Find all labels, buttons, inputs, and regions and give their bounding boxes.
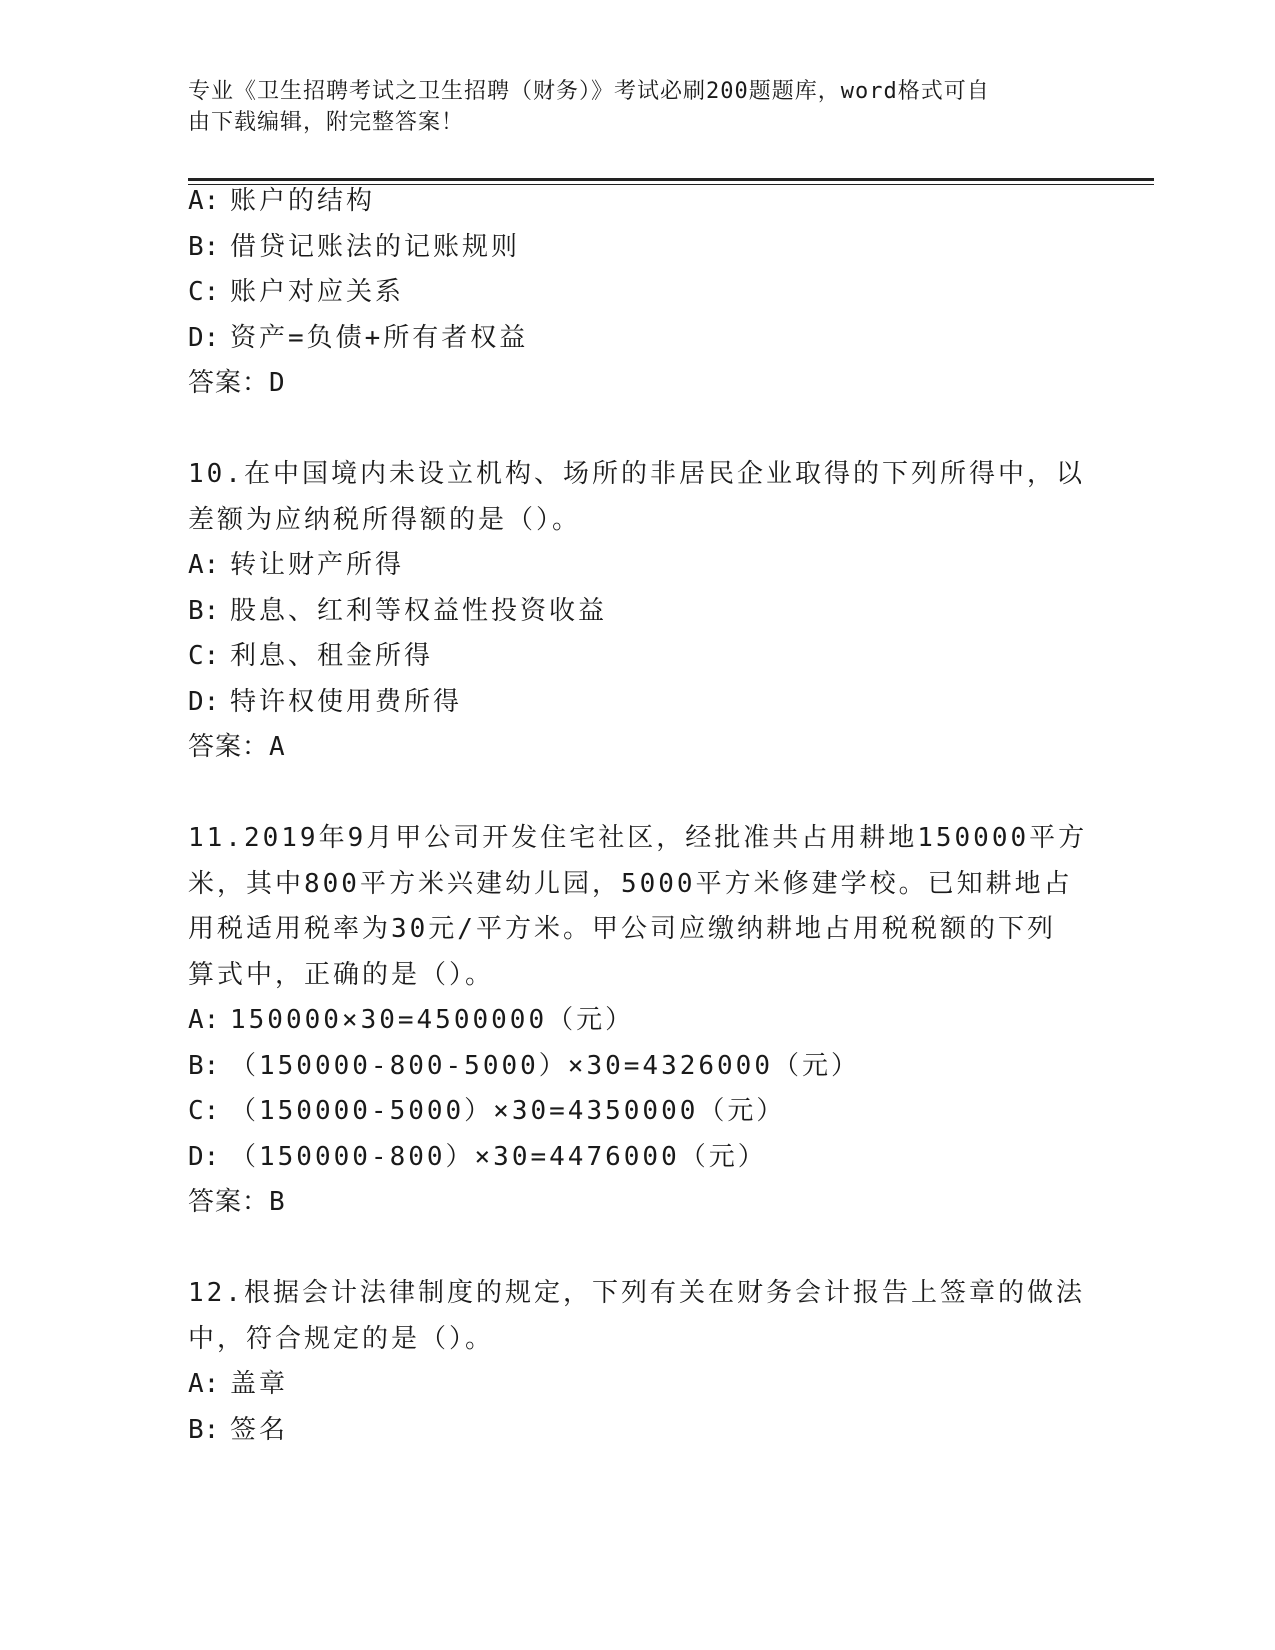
option-b: B: 借贷记账法的记账规则 (188, 231, 521, 262)
option-a: A: 转让财产所得 (188, 550, 405, 580)
option-c: C: 利息、租金所得 (188, 641, 434, 671)
option-b: B: 签名 (188, 1414, 289, 1445)
question-11 (188, 816, 1088, 1226)
question-stem-line: 算式中，正确的是（）。 (188, 959, 495, 990)
question-9 (188, 179, 1088, 407)
answer: 答案：D (188, 368, 286, 398)
question-stem-line: 11.2019年9月甲公司开发住宅社区，经批准共占用耕地150000平方 (188, 823, 1088, 853)
option-a: A: 账户的结构 (188, 186, 376, 216)
option-d: D: 资产=负债+所有者权益 (188, 322, 529, 353)
question-stem-line: 10.在中国境内未设立机构、场所的非居民企业取得的下列所得中，以 (188, 459, 1085, 489)
option-c: C: （150000-5000）×30=4350000（元） (188, 1096, 786, 1126)
answer: 答案：A (188, 732, 286, 762)
header-line-1: 专业《卫生招聘考试之卫生招聘（财务）》考试必刷200题题库，word格式可自 (188, 79, 990, 104)
question-stem-line: 差额为应纳税所得额的是（）。 (188, 504, 582, 535)
option-b: B: （150000-800-5000）×30=4326000（元） (188, 1050, 860, 1081)
question-list (188, 179, 1088, 1453)
option-d: D: 特许权使用费所得 (188, 686, 463, 717)
option-a: A: 盖章 (188, 1369, 289, 1399)
answer: 答案：B (188, 1187, 286, 1217)
question-stem-line: 12.根据会计法律制度的规定，下列有关在财务会计报告上签章的做法 (188, 1278, 1085, 1308)
header-line-2: 由下载编辑，附完整答案！ (188, 110, 465, 135)
option-d: D: （150000-800）×30=4476000（元） (188, 1141, 767, 1172)
document-header (188, 76, 1068, 138)
question-12 (188, 1271, 1088, 1453)
option-a: A: 150000×30=4500000（元） (188, 1005, 635, 1035)
option-b: B: 股息、红利等权益性投资收益 (188, 595, 608, 626)
option-c: C: 账户对应关系 (188, 277, 405, 307)
question-stem-line: 米，其中800平方米兴建幼儿园，5000平方米修建学校。已知耕地占 (188, 868, 1073, 899)
question-10 (188, 452, 1088, 771)
question-stem-line: 用税适用税率为30元/平方米。甲公司应缴纳耕地占用税税额的下列 (188, 914, 1056, 944)
question-stem-line: 中，符合规定的是（）。 (188, 1323, 495, 1354)
